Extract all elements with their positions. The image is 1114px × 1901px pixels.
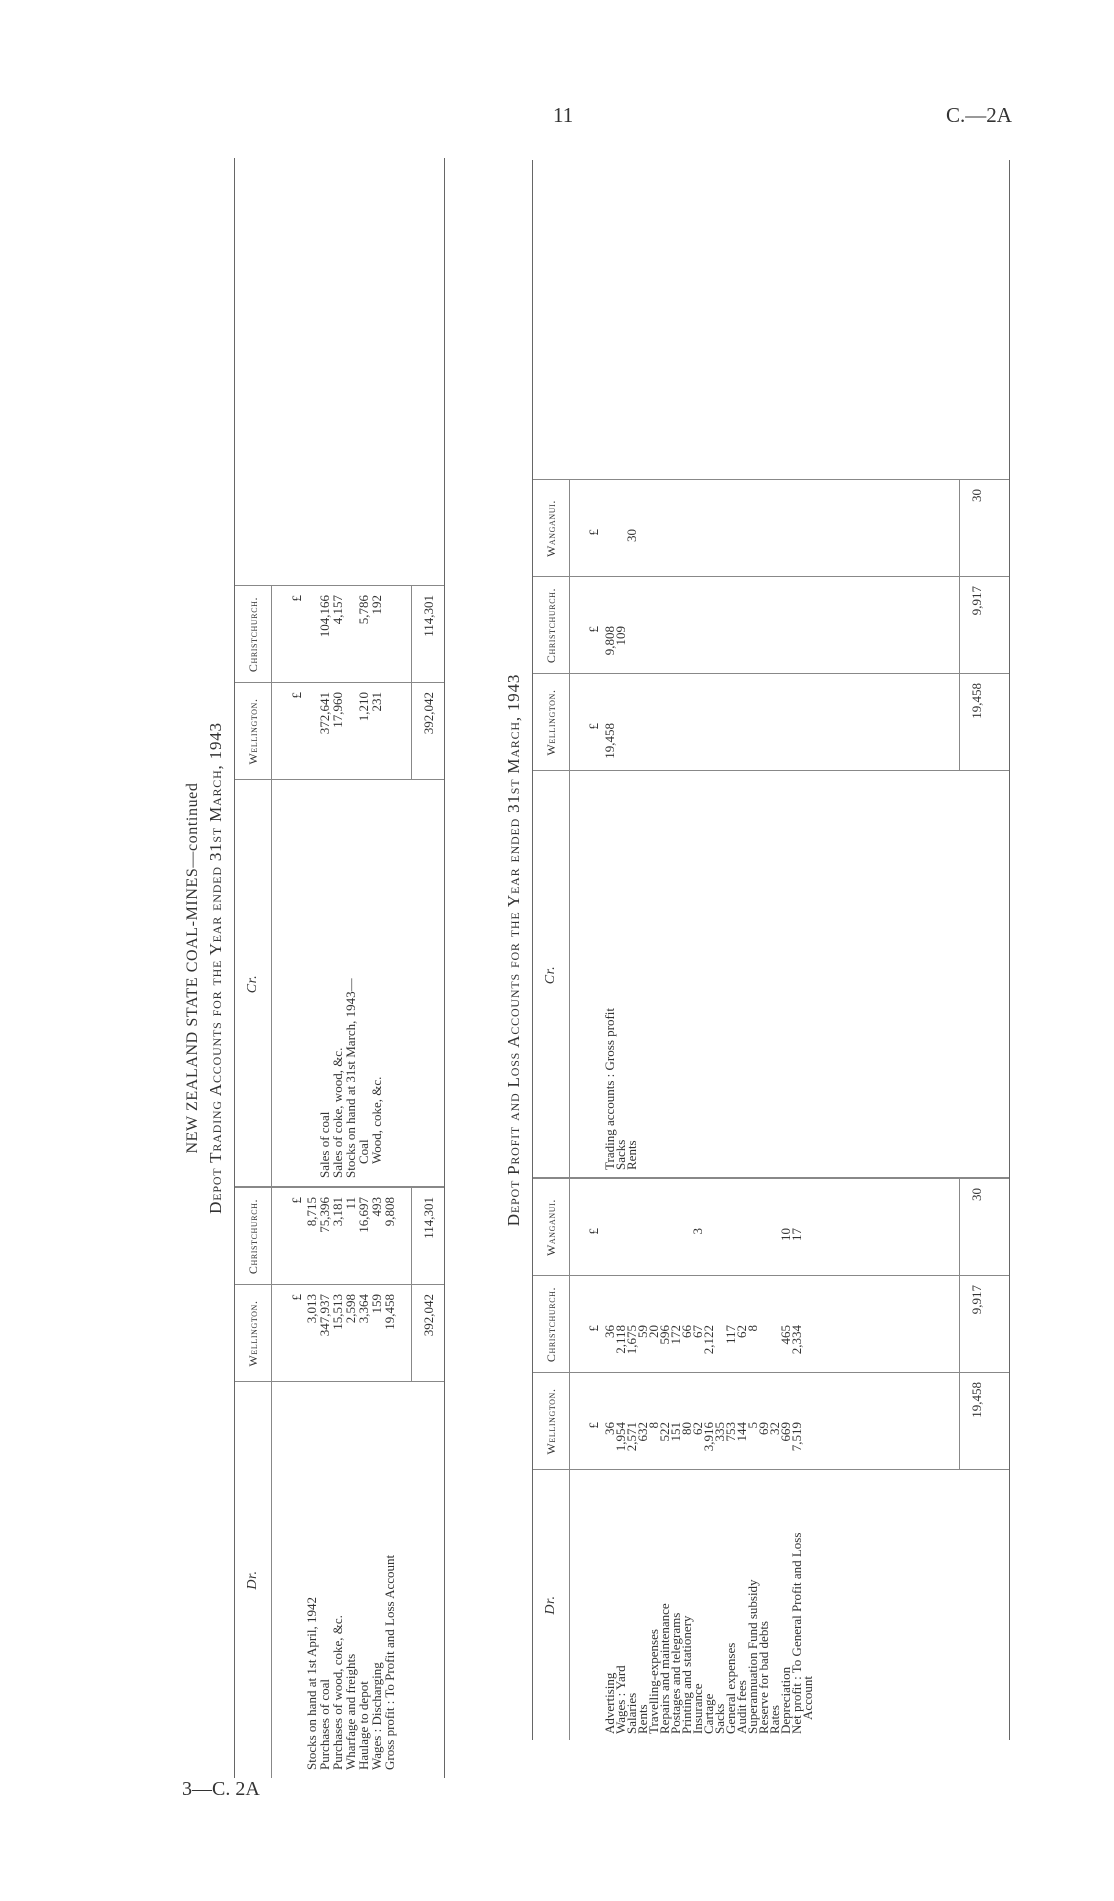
trading-dr-christchurch-total: 114,301 [421,1197,436,1239]
row-value-christchurch: 67 [690,1325,705,1338]
trading-accounts-heading: Depot Trading Accounts for the Year ended 31st March, 1943 [206,722,225,1214]
row-label: Trading accounts : Gross profit [602,1007,617,1170]
row-value-christchurch: 66 [679,1325,694,1338]
row-label: Wood, coke, &c. [369,1076,384,1164]
row-value-wellington [625,723,639,767]
row-value-wellington: 1,954 [613,1422,628,1452]
currency-symbol: £ [586,529,601,536]
row-label: Purchases of wood, coke, &c. [330,1615,345,1770]
pl-cr-heading: Cr. [543,965,558,985]
row-label: Insurance [690,1683,705,1734]
column-rule [235,1381,444,1382]
column-rule [235,585,444,586]
row-value-wellington: 17,960 [330,692,345,728]
trading-dr-wellington-heading: Wellington. [246,1300,260,1367]
row-value-christchurch: 465 [778,1325,793,1345]
row-value-christchurch: 1,675 [624,1325,639,1355]
row-value-christchurch: 3,181 [330,1197,345,1227]
row-value-wellington: 2,571 [624,1422,639,1452]
row-value-wellington: 3,364 [356,1294,371,1324]
column-rule [533,1372,1009,1373]
column-rule [533,770,1009,771]
column-rule [533,576,1009,577]
row-value-wellington: 62 [690,1422,705,1435]
row-value-christchurch: 16,697 [356,1197,371,1233]
row-value-christchurch [801,1325,815,1369]
row-value-christchurch: 109 [613,626,628,646]
pl-total-rule [959,480,960,771]
pl-heading-rule [569,480,570,1740]
row-value-christchurch: 104,166 [317,595,332,638]
trading-dr-christchurch-heading: Christchurch. [246,1198,260,1275]
row-value-wellington: 335 [712,1422,727,1442]
row-value-wellington: 69 [756,1422,771,1435]
row-value-christchurch: 36 [602,1325,617,1338]
row-label: Stocks on hand at 31st March, 1943— [343,978,358,1178]
trading-accounts-frame [234,158,445,1778]
row-value-christchurch: 2,334 [789,1325,804,1355]
row-label: Haulage to depot [356,1681,371,1770]
row-value-christchurch: 192 [369,595,384,615]
row-label: Rents [635,1704,650,1734]
row-value-wellington: 347,937 [317,1294,332,1337]
row-value-wellington: 669 [778,1422,793,1442]
row-value-christchurch: 2,122 [701,1325,716,1355]
row-label: Sales of coke, wood, &c. [330,1047,345,1178]
trading-dr-heading: Dr. [245,1570,260,1590]
currency-symbol: £ [289,1197,304,1204]
row-label: Sacks [712,1703,727,1734]
row-label: Depreciation [778,1666,793,1734]
column-rule [533,673,1009,674]
row-value-christchurch: 8 [745,1325,760,1332]
trading-cr-christchurch-heading: Christchurch. [246,596,260,673]
trading-total-rule [411,586,412,780]
row-value-christchurch: 5,786 [356,595,371,625]
column-rule [235,779,444,780]
row-label: Cartage [701,1693,716,1734]
pl-dr-wellington-total: 19,458 [969,1382,984,1418]
currency-symbol: £ [586,626,601,633]
pl-cr-wellington-total: 19,458 [969,683,984,719]
row-label: Rates [767,1705,782,1734]
column-rule [235,1186,444,1188]
pl-dr-wanganui-total: 30 [969,1188,984,1201]
trading-accounts-table [178,158,446,1778]
row-label: General expenses [723,1642,738,1734]
row-label: Postages and telegrams [668,1612,683,1734]
page-number: 11 [553,103,574,127]
pl-cr-wanganui-heading: Wanganui. [544,499,558,558]
row-value-wanganui: 10 [778,1228,793,1241]
row-label: Superannuation Fund subsidy [745,1579,760,1734]
trading-total-rule [411,1188,412,1382]
row-value-wellington: 144 [734,1422,749,1442]
row-value-wellington: 80 [679,1422,694,1435]
row-label: Account [800,1675,815,1720]
row-value-wellington: 522 [657,1422,672,1442]
row-value-wellington: 151 [668,1422,683,1442]
document-reference: C.—2A [946,103,1012,127]
currency-symbol: £ [586,723,601,730]
column-rule [235,682,444,683]
row-value-wellington: 3,013 [304,1294,319,1324]
row-value-christchurch: 9,808 [602,626,617,656]
row-value-christchurch: 20 [646,1325,661,1338]
row-value-christchurch: 11 [343,1197,358,1210]
row-value-christchurch: 2,118 [613,1325,628,1354]
row-value-wellington: 19,458 [602,723,617,759]
row-value-christchurch: 172 [668,1325,683,1345]
row-value-wellington: 372,641 [317,692,332,735]
profit-loss-table [496,160,1010,1740]
trading-cr-christchurch-total: 114,301 [421,595,436,637]
pl-cr-wanganui-total: 30 [969,489,984,502]
pl-cr-wellington-heading: Wellington. [544,689,558,756]
row-value-christchurch: 493 [369,1197,384,1217]
pl-total-rule [959,1179,960,1470]
row-value-wanganui: 30 [624,529,639,542]
pl-cr-christchurch-total: 9,917 [969,586,984,616]
row-value-wellington: 32 [767,1422,782,1435]
row-value-christchurch: 8,715 [304,1197,319,1227]
row-value-wanganui: 3 [690,1228,705,1235]
profit-loss-frame [532,160,1010,1740]
row-label: Gross profit : To Profit and Loss Account [382,1554,397,1770]
row-value-christchurch: 117 [723,1325,738,1345]
pl-cr-christchurch-heading: Christchurch. [544,587,558,664]
row-label: Coal [356,1139,371,1164]
column-rule [533,479,1009,480]
row-value-wellington: 632 [635,1422,650,1442]
row-label: Wages : Discharging [369,1662,384,1770]
row-value-wanganui: 17 [789,1228,804,1241]
row-value-wellington: 159 [369,1294,384,1314]
currency-symbol: £ [289,1294,304,1301]
row-value-wellington: 231 [369,692,384,712]
row-label: Repairs and maintenance [657,1603,672,1734]
row-label: Wharfage and freights [343,1653,358,1770]
document-title: NEW ZEALAND STATE COAL-MINES—continued [184,782,201,1154]
pl-dr-christchurch-heading: Christchurch. [544,1286,558,1363]
row-value-christchurch: 4,157 [330,595,345,625]
column-rule [533,1177,1009,1179]
currency-symbol: £ [289,595,304,602]
row-value-wellington: 7,519 [789,1422,804,1452]
row-value-wanganui [801,1228,815,1272]
column-rule [533,1469,1009,1470]
trading-heading-rule [271,586,272,1778]
row-value-christchurch [625,626,639,670]
row-label: Salaries [624,1692,639,1734]
row-value-wellington [801,1422,815,1466]
row-label: Sacks [613,1139,628,1170]
row-label: Purchases of coal [317,1679,332,1770]
row-value-christchurch: 62 [734,1325,749,1338]
currency-symbol: £ [289,692,304,699]
row-value-christchurch: 596 [657,1325,672,1345]
row-label: Net profit : To General Profit and Loss [789,1532,804,1734]
row-label: Travelling-expenses [646,1629,661,1734]
trading-cr-heading: Cr. [245,974,260,994]
trading-dr-wellington-total: 392,042 [421,1294,436,1337]
row-value-wellington: 2,598 [343,1294,358,1324]
row-value-christchurch: 75,396 [317,1197,332,1233]
row-label: Stocks on hand at 1st April, 1942 [304,1597,319,1770]
pl-dr-wellington-heading: Wellington. [544,1388,558,1455]
trading-cr-wellington-heading: Wellington. [246,698,260,765]
row-value-wellington: 15,513 [330,1294,345,1330]
column-rule [235,1284,444,1285]
row-label: Sales of coal [317,1111,332,1178]
row-label: Audit fees [734,1680,749,1734]
row-value-wellington: 753 [723,1422,738,1442]
currency-symbol: £ [586,1228,601,1235]
trading-cr-wellington-total: 392,042 [421,692,436,735]
row-value-wellington: 8 [646,1422,661,1429]
pl-dr-christchurch-total: 9,917 [969,1285,984,1315]
currency-symbol: £ [586,1422,601,1429]
row-label: Printing and stationery [679,1615,694,1734]
row-value-christchurch: 9,808 [382,1197,397,1227]
row-value-christchurch: 59 [635,1325,650,1338]
row-label: Wages : Yard [613,1665,628,1734]
row-value-wellington: 3,916 [701,1422,716,1452]
pl-dr-wanganui-heading: Wanganui. [544,1198,558,1257]
row-label: Advertising [602,1672,617,1734]
column-rule [533,1275,1009,1276]
page-footer: 3—C. 2A [182,1778,260,1800]
row-label: Reserve for bad debts [756,1621,771,1734]
row-value-wellington: 36 [602,1422,617,1435]
row-value-wellington: 1,210 [356,692,371,722]
row-value-wellington: 19,458 [382,1294,397,1330]
row-label: Rents [624,1140,639,1170]
pl-dr-heading: Dr. [543,1595,558,1615]
currency-symbol: £ [586,1325,601,1332]
profit-loss-heading: Depot Profit and Loss Accounts for the Year ended 31st March, 1943 [504,673,523,1227]
row-value-wellington: 5 [745,1422,760,1429]
